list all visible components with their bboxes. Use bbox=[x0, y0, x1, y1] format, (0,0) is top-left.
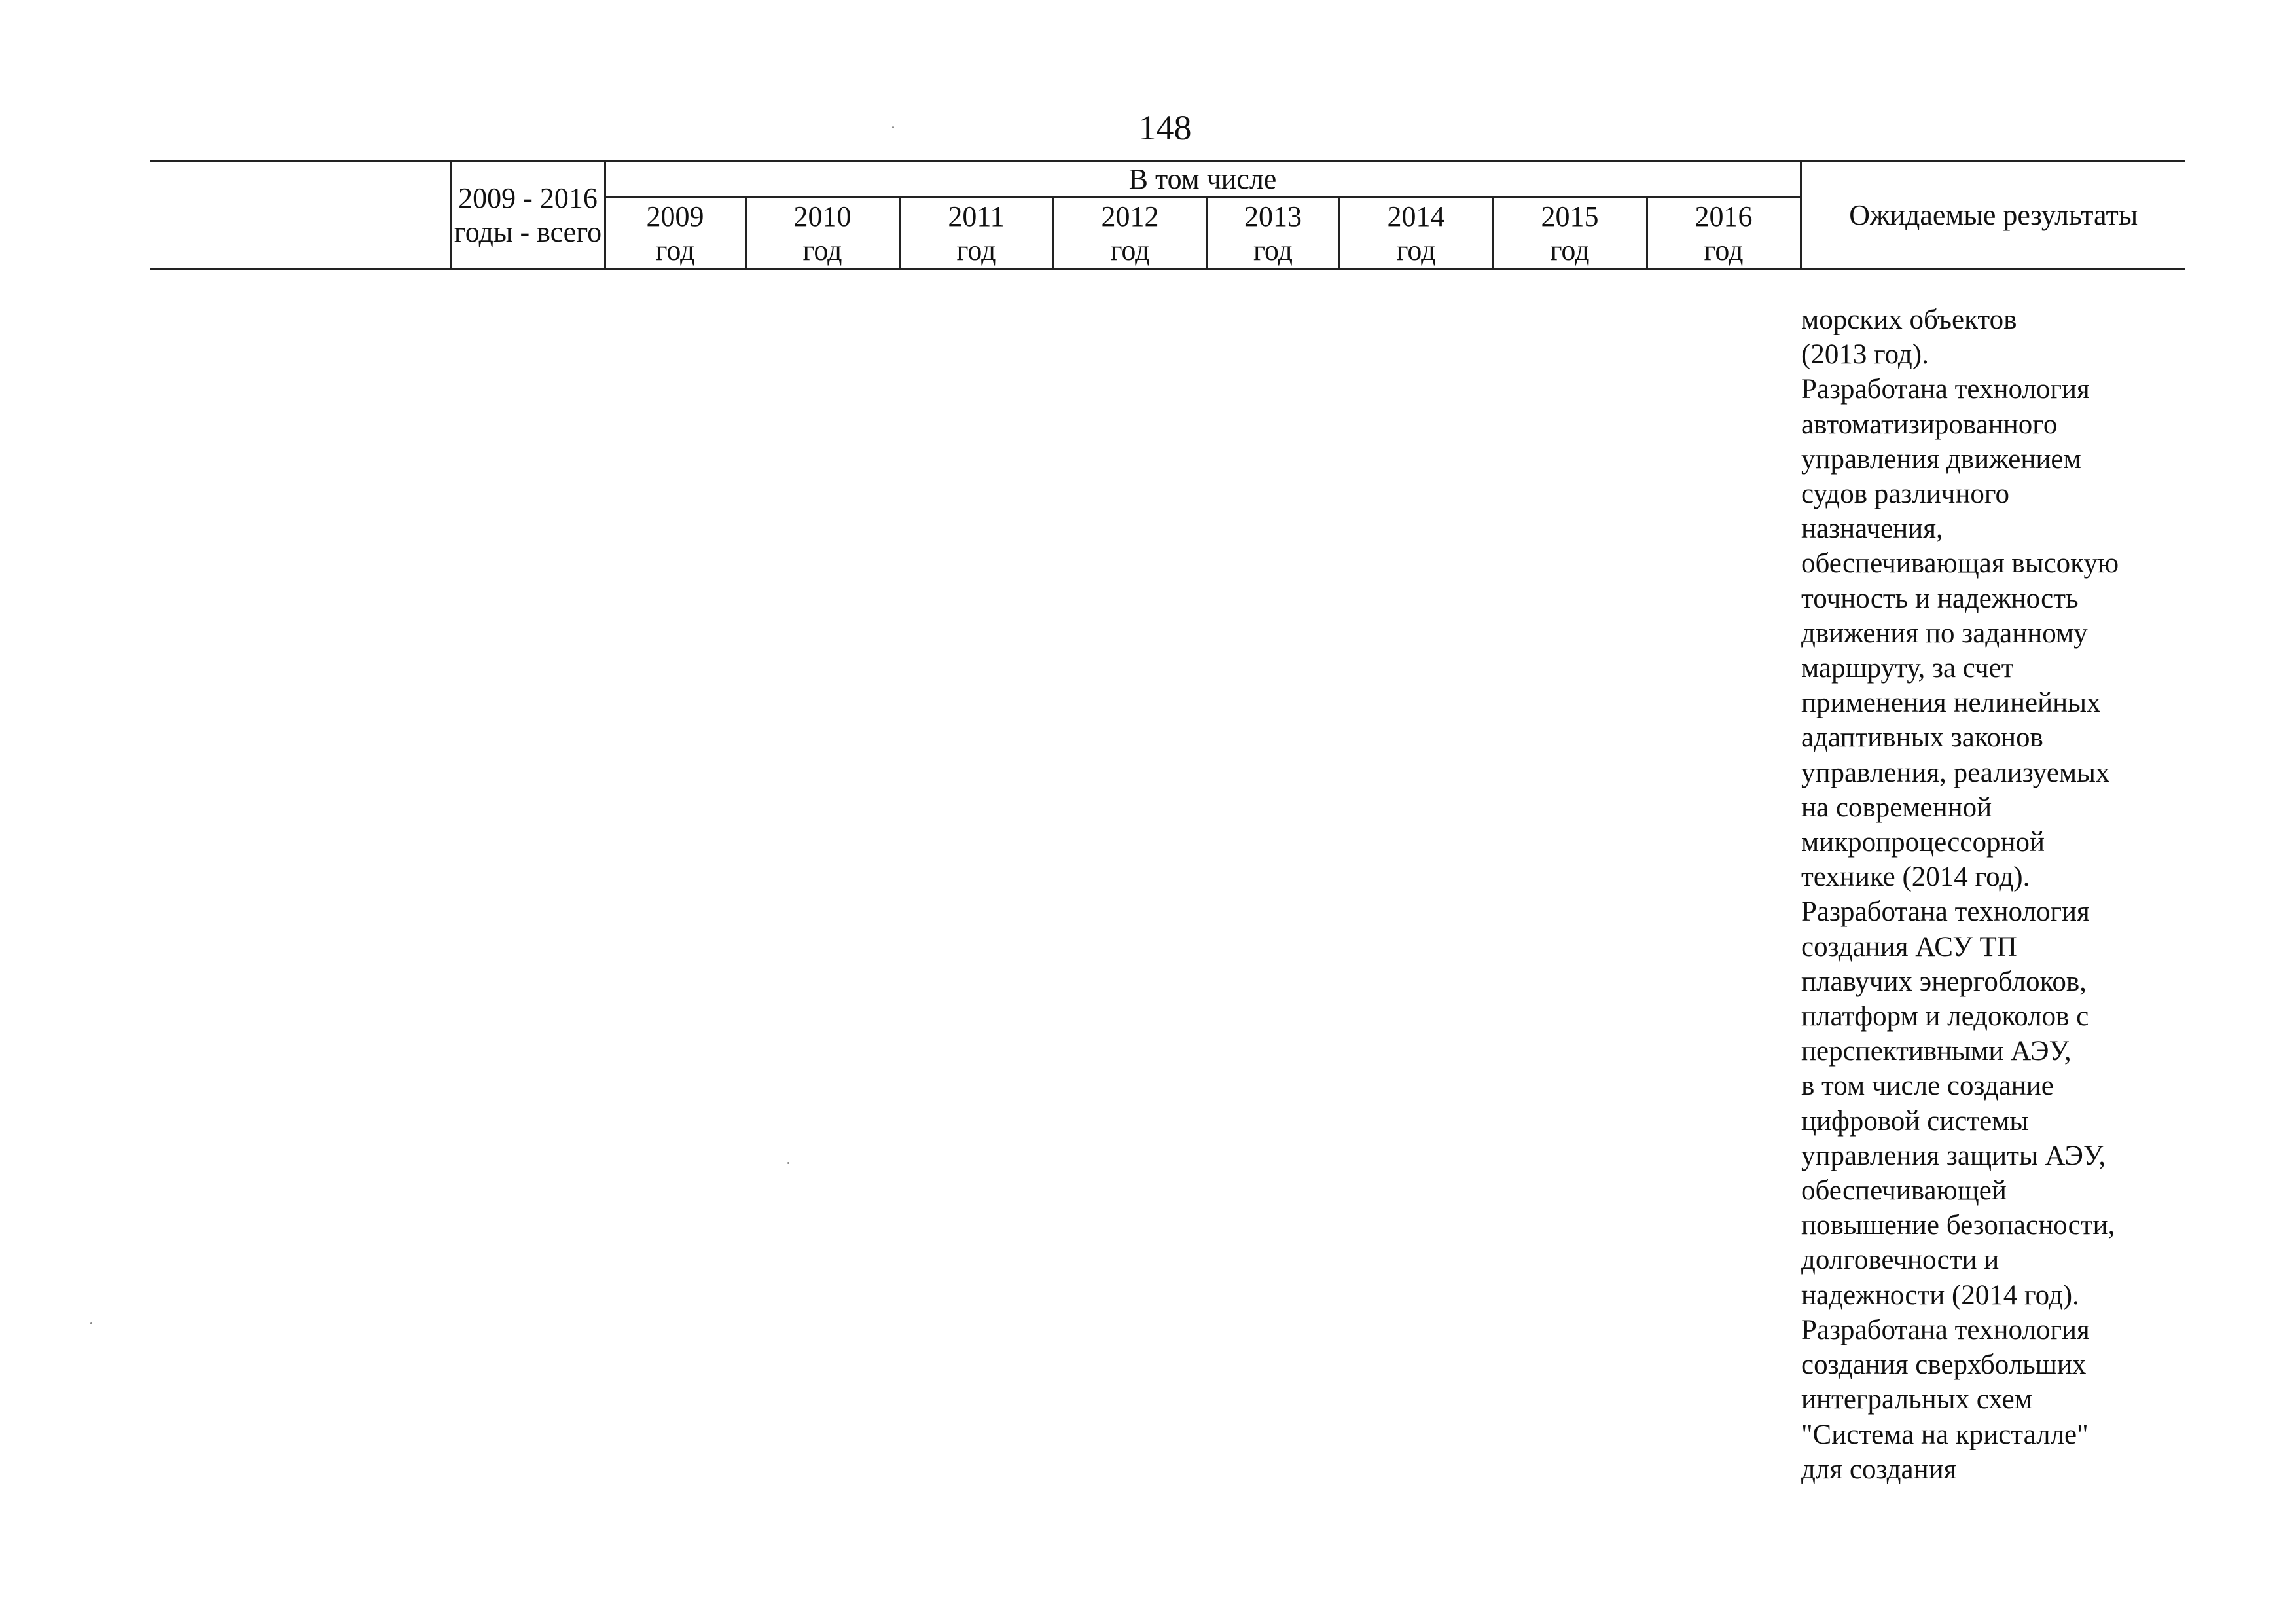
header-year-2015 bbox=[1493, 198, 1647, 270]
header-total-column bbox=[451, 162, 605, 270]
year-unit: год bbox=[655, 234, 695, 266]
year-label: 2009 bbox=[646, 200, 704, 232]
year-unit: год bbox=[1110, 234, 1150, 266]
header-year-2009 bbox=[605, 198, 745, 270]
header-year-2013 bbox=[1207, 198, 1339, 270]
year-label: 2016 bbox=[1695, 200, 1753, 232]
year-unit: год bbox=[956, 234, 996, 266]
header-blank-cell bbox=[150, 162, 451, 270]
year-label: 2015 bbox=[1541, 200, 1599, 232]
header-group-label: В том числе bbox=[605, 162, 1801, 198]
year-label: 2012 bbox=[1101, 200, 1159, 232]
header-year-2011 bbox=[899, 198, 1053, 270]
scan-speck bbox=[787, 1162, 789, 1164]
year-label: 2010 bbox=[793, 200, 852, 232]
year-label: 2014 bbox=[1387, 200, 1445, 232]
header-total-line2: годы - всего bbox=[454, 216, 602, 248]
year-unit: год bbox=[1253, 234, 1293, 266]
header-year-2010 bbox=[745, 198, 899, 270]
year-unit: год bbox=[1704, 234, 1744, 266]
header-year-2014 bbox=[1339, 198, 1493, 270]
year-unit: год bbox=[1396, 234, 1436, 266]
header-year-2016 bbox=[1647, 198, 1801, 270]
scan-speck bbox=[90, 1322, 92, 1324]
header-total-line1: 2009 - 2016 bbox=[458, 182, 598, 214]
table-header bbox=[150, 160, 2185, 270]
year-unit: год bbox=[802, 234, 842, 266]
year-unit: год bbox=[1550, 234, 1590, 266]
scan-speck bbox=[892, 126, 894, 128]
year-label: 2011 bbox=[948, 200, 1005, 232]
page-number: 148 bbox=[1138, 108, 1192, 147]
expected-results-text: морских объектов (2013 год). Разработана технология автоматизированного управления движением судов различного назначения, обеспечивающая высокую точность и надежность движения по заданному маршруту, за счет применения нелинейных адаптивных законов управления, реализуемых на современной микропроцессорной технике (2014 год). Разработана технология создания АСУ ТП плавучих энергоблоков, платформ и ледоколов с перспективными АЭУ, в том числе создание цифровой системы управления защиты АЭУ, обеспечивающей повышение безопасности, долговечности и надежности (2014 год). Разработана технология создания сверхбольших интегральных схем "Система на кристалле" для создания bbox=[1801, 304, 2119, 1485]
header-results-column: Ожидаемые результаты bbox=[1801, 162, 2185, 270]
year-label: 2013 bbox=[1244, 200, 1302, 232]
header-year-2012 bbox=[1053, 198, 1207, 270]
